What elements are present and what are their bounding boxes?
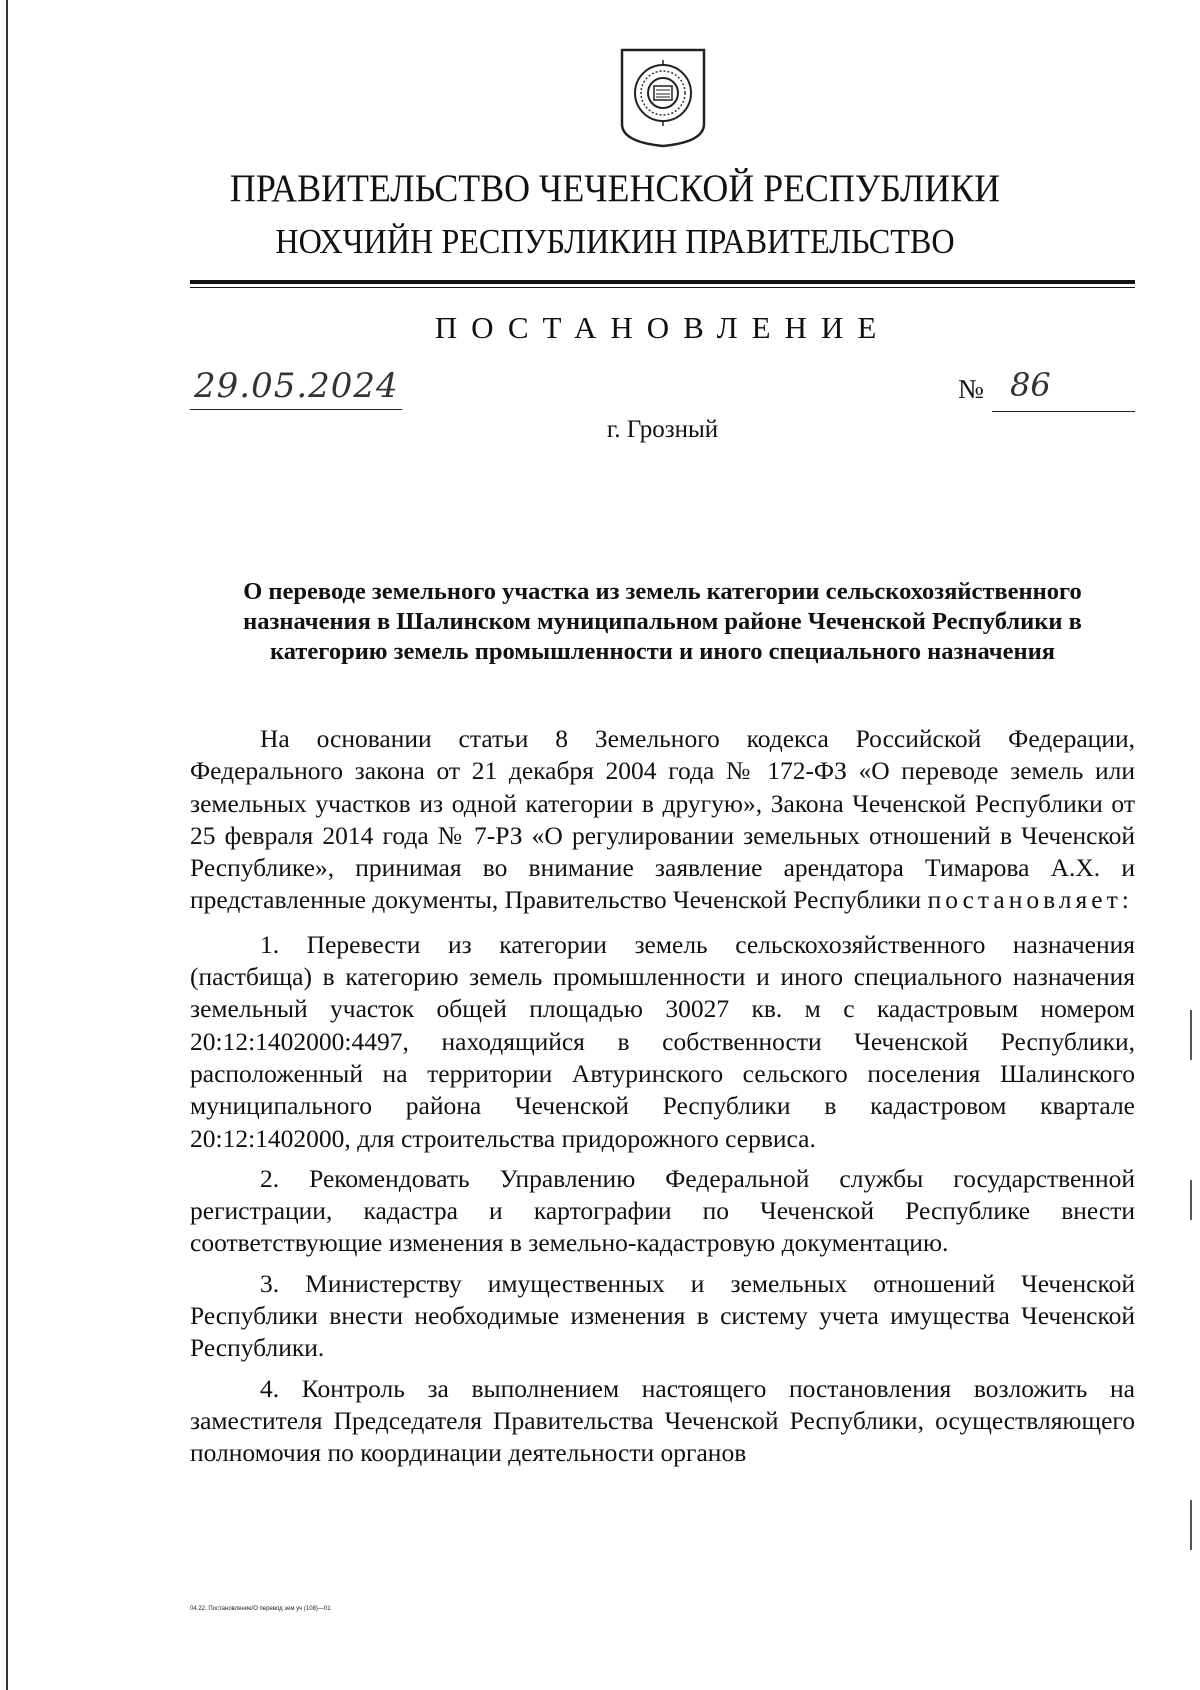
scan-artifact-right-2 [1190, 1180, 1192, 1220]
document-subject: О переводе земельного участка из земель категории сельскохозяйственного назначения в Шалинском муниципальном районе Чеченской Республики в категорию земель промышленности и иного специального назначения [243, 578, 1082, 665]
preamble-verb: постановляет: [927, 885, 1133, 915]
header-divider-thin [190, 287, 1135, 288]
item-3-paragraph: 3. Министерству имущественных и земельных отношений Чеченской Республики внести необходимые изменения в систему учета имущества Чеченской Республики. [190, 1268, 1135, 1363]
footer-file-code: 04.22. Постановление/О перевод зем уч (108)—01 [190, 1606, 331, 1612]
header-divider-thick [190, 280, 1135, 284]
coat-of-arms-emblem [618, 46, 708, 150]
scan-edge-line [6, 0, 8, 1690]
government-title-chechen: НОХЧИЙН РЕСПУБЛИКИН ПРАВИТЕЛЬСТВО [275, 222, 955, 261]
preamble-text: На основании статьи 8 Земельного кодекса Российской Федерации, Федерального закона от 21 декабря 2004 года № 172-ФЗ «О переводе земель или земельных участков из одной категории в другую», Закона Чеченской Республики от 25 февраля 2014 года № 7-РЗ «О регулировании земельных отношений в Чеченской Республике», принимая во внимание заявление арендатора Тимарова А.Х. и представленные документы, Правительство Чеченской Республики [190, 724, 1135, 915]
issue-city: г. Грозный [606, 416, 719, 443]
scan-artifact-right-1 [1190, 1010, 1192, 1060]
document-number-block [958, 366, 1135, 412]
document-type-heading: ПОСТАНОВЛЕНИЕ [434, 310, 891, 345]
item-4-paragraph: 4. Контроль за выполнением настоящего постановления возложить на заместителя Председателя Правительства Чеченской Республики, осуществляющего полномочия по координации деятельности органов [190, 1373, 1135, 1468]
scan-artifact-right-3 [1190, 1500, 1192, 1550]
document-body [190, 723, 1135, 1478]
government-title-russian: ПРАВИТЕЛЬСТВО ЧЕЧЕНСКОЙ РЕСПУБЛИКИ [229, 167, 1001, 210]
number-sign: № [958, 374, 984, 404]
item-1-paragraph: 1. Перевести из категории земель сельскохозяйственного назначения (пастбища) в категорию земель промышленности и иного специального назначения земельный участок общей площадью 30027 кв. м с кадастровым номером 20:12:1402000:4497, находящийся в собственности Чеченской Республики, расположенный на территории Автуринского сельского поселения Шалинского муниципального района Чеченской Республики в кадастровом квартале 20:12:1402000, для строительства придорожного сервиса. [190, 929, 1135, 1153]
document-date: 29.05.2024 [190, 362, 402, 410]
preamble-paragraph [190, 723, 1135, 917]
document-number: 86 [992, 366, 1135, 412]
item-2-paragraph: 2. Рекомендовать Управлению Федеральной службы государственной регистрации, кадастра и картографии по Чеченской Республике внести соответствующие изменения в земельно-кадастровую документацию. [190, 1163, 1135, 1258]
